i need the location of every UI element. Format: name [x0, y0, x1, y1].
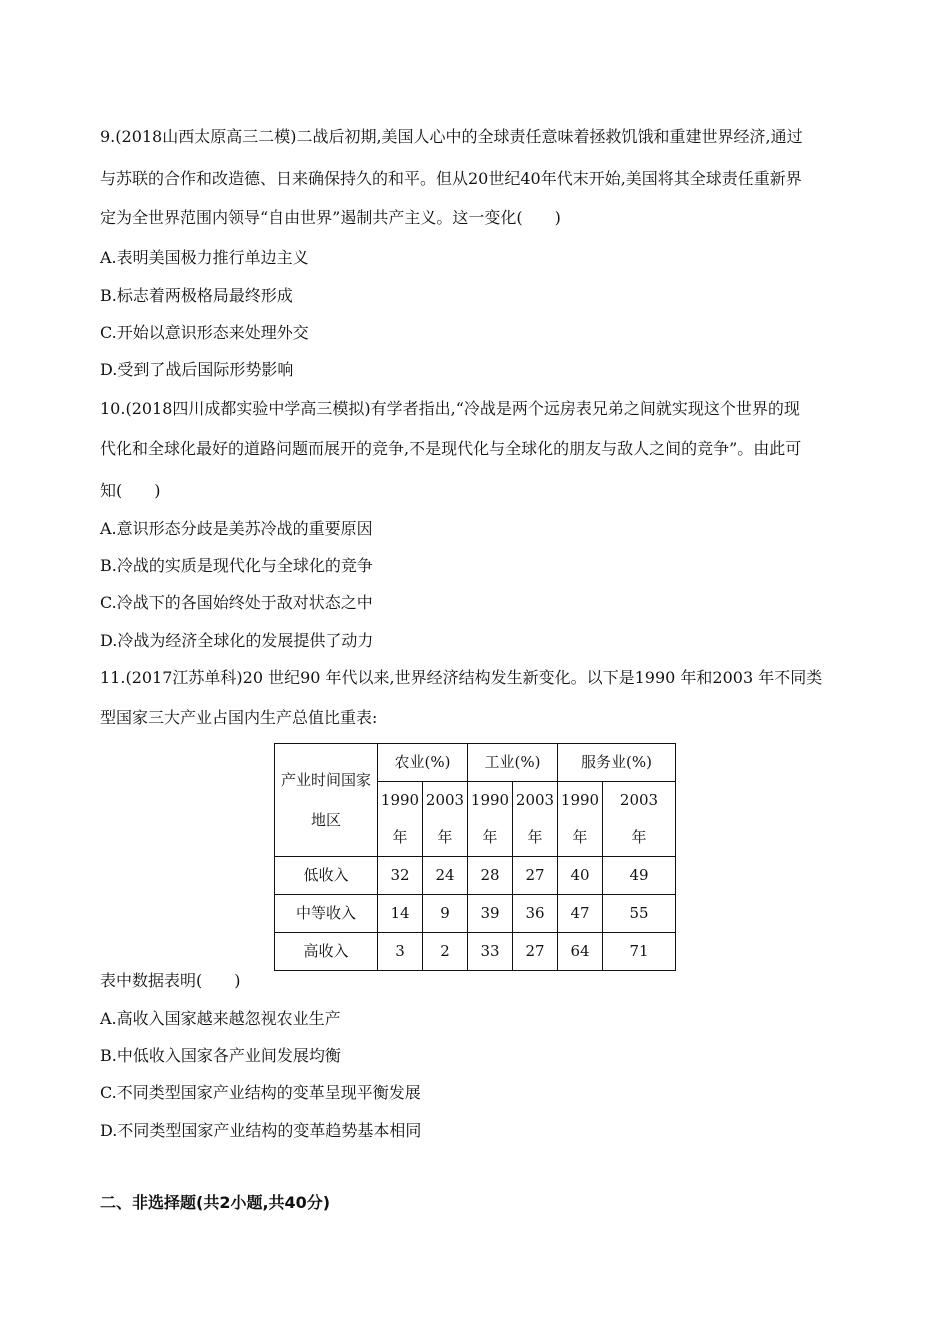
table-cell: 24 [423, 857, 468, 895]
table-row [275, 933, 676, 971]
q11-option-c: C.不同类型国家产业结构的变革呈现平衡发展 [100, 1083, 421, 1102]
table-cell: 40 [558, 857, 603, 895]
q9-option-b: B.标志着两极格局最终形成 [100, 286, 293, 305]
corner-bottom-label: 地区 [310, 811, 341, 829]
year-cell: 2003 年 [513, 782, 558, 857]
q11-stem-line-1: 11.(2017江苏单科)20 世纪90 年代以来,世界经济结构发生新变化。以下是1990 年和2003 年不同类 [100, 668, 823, 687]
table-cell: 64 [558, 933, 603, 971]
group-header-services: 服务业(%) [558, 744, 676, 782]
table-cell: 39 [468, 895, 513, 933]
q11-option-a: A.高收入国家越来越忽视农业生产 [100, 1009, 341, 1028]
q9-stem-line-2: 与苏联的合作和改造德、日来确保持久的和平。但从20世纪40年代末开始,美国将其全球责任重新界 [100, 169, 802, 188]
table-corner-cell [275, 744, 378, 857]
table-cell: 36 [513, 895, 558, 933]
group-header-agriculture: 农业(%) [378, 744, 468, 782]
table-row [275, 857, 676, 895]
group-header-industry: 工业(%) [468, 744, 558, 782]
table-cell: 71 [603, 933, 676, 971]
table-header-row [275, 744, 676, 782]
q10-option-c: C.冷战下的各国始终处于敌对状态之中 [100, 593, 373, 612]
q9-stem-line-1: 9.(2018山西太原高三二模)二战后初期,美国人心中的全球责任意味着拯救饥饿和重建世界经济,通过 [100, 127, 803, 146]
q11-option-d: D.不同类型国家产业结构的变革趋势基本相同 [100, 1121, 422, 1140]
table-cell: 27 [513, 933, 558, 971]
q10-option-a: A.意识形态分歧是美苏冷战的重要原因 [100, 519, 373, 538]
table-cell: 33 [468, 933, 513, 971]
q10-option-d: D.冷战为经济全球化的发展提供了动力 [100, 631, 374, 650]
table-cell: 14 [378, 895, 423, 933]
corner-top-label: 产业时间国家 [280, 771, 371, 789]
q11-option-b: B.中低收入国家各产业间发展均衡 [100, 1046, 341, 1065]
q10-stem-line-3: 知( ) [100, 481, 161, 500]
table-cell: 32 [378, 857, 423, 895]
q10-stem-line-2: 代化和全球化最好的道路问题而展开的竞争,不是现代化与全球化的朋友与敌人之间的竞争”。由此可 [100, 439, 802, 458]
q10-stem-line-1: 10.(2018四川成都实验中学高三模拟)有学者指出,“冷战是两个远房表兄弟之间就实现这个世界的现 [100, 399, 800, 418]
table-cell: 55 [603, 895, 676, 933]
table-cell: 49 [603, 857, 676, 895]
year-cell: 1990 年 [558, 782, 603, 857]
table-cell: 28 [468, 857, 513, 895]
table-cell: 47 [558, 895, 603, 933]
year-cell: 1990 年 [468, 782, 513, 857]
row-label: 中等收入 [275, 895, 378, 933]
section-title: 二、非选择题(共2小题,共40分) [100, 1193, 331, 1212]
table-cell: 2 [423, 933, 468, 971]
row-label: 高收入 [275, 933, 378, 971]
q10-option-b: B.冷战的实质是现代化与全球化的竞争 [100, 556, 373, 575]
year-cell: 1990 年 [378, 782, 423, 857]
table-cell: 27 [513, 857, 558, 895]
table-cell: 9 [423, 895, 468, 933]
table-cell: 3 [378, 933, 423, 971]
industry-share-table [274, 743, 676, 971]
q9-option-a: A.表明美国极力推行单边主义 [100, 248, 309, 267]
year-cell: 2003 年 [423, 782, 468, 857]
year-cell: 2003 年 [603, 782, 676, 857]
q9-stem-line-3: 定为全世界范围内领导“自由世界”遏制共产主义。这一变化( ) [100, 208, 561, 227]
table-row [275, 895, 676, 933]
q9-option-c: C.开始以意识形态来处理外交 [100, 323, 309, 342]
q11-table-conclusion: 表中数据表明( ) [100, 971, 241, 990]
row-label: 低收入 [275, 857, 378, 895]
q9-option-d: D.受到了战后国际形势影响 [100, 360, 294, 379]
q11-stem-line-2: 型国家三大产业占国内生产总值比重表: [100, 708, 378, 727]
